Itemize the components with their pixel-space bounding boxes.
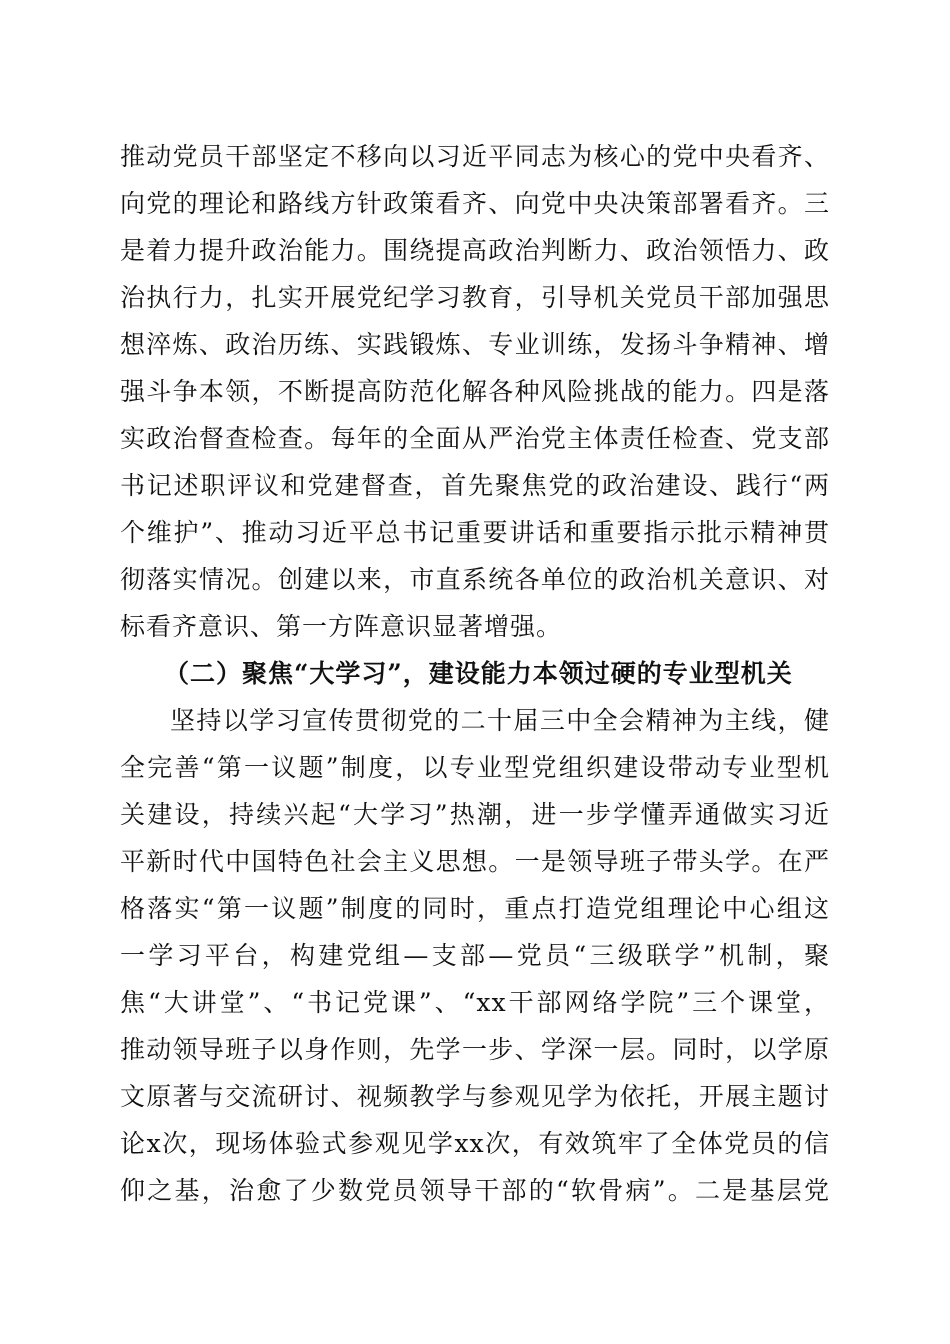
paragraph2-line-5: 格落实“第一议题”制度的同时，重点打造党组理论中心组这 xyxy=(120,894,830,923)
paragraph-line-1: 推动党员干部坚定不移向以习近平同志为核心的党中央看齐、 xyxy=(120,142,830,171)
paragraph-line-6: 强斗争本领，不断提高防范化解各种风险挑战的能力。四是落 xyxy=(120,377,830,406)
paragraph-line-5: 想淬炼、政治历练、实践锻炼、专业训练，发扬斗争精神、增 xyxy=(120,330,830,359)
paragraph2-line-4: 平新时代中国特色社会主义思想。一是领导班子带头学。在严 xyxy=(120,847,830,876)
paragraph-line-10: 彻落实情况。创建以来，市直系统各单位的政治机关意识、对 xyxy=(120,565,830,594)
paragraph-line-8: 书记述职评议和党建督查，首先聚焦党的政治建设、践行“两 xyxy=(120,471,830,500)
paragraph-line-9: 个维护”、推动习近平总书记重要讲话和重要指示批示精神贯 xyxy=(120,518,830,547)
paragraph-line-4: 治执行力，扎实开展党纪学习教育，引导机关党员干部加强思 xyxy=(120,283,830,312)
paragraph-line-2: 向党的理论和路线方针政策看齐、向党中央决策部署看齐。三 xyxy=(120,189,830,218)
document-body xyxy=(120,140,830,1210)
paragraph2-line-7: 焦“大讲堂”、“书记党课”、“xx干部网络学院”三个课堂， xyxy=(120,988,830,1017)
paragraph2-line-10: 论x次，现场体验式参观见学xx次，有效筑牢了全体党员的信 xyxy=(120,1129,830,1158)
paragraph2-line-3: 关建设，持续兴起“大学习”热潮，进一步学懂弄通做实习近 xyxy=(120,800,830,829)
paragraph-line-11: 标看齐意识、第一方阵意识显著增强。 xyxy=(120,612,563,641)
paragraph-line-3: 是着力提升政治能力。围绕提高政治判断力、政治领悟力、政 xyxy=(120,236,830,265)
paragraph2-line-8: 推动领导班子以身作则，先学一步、学深一层。同时，以学原 xyxy=(120,1035,830,1064)
paragraph2-line-9: 文原著与交流研讨、视频教学与参观见学为依托，开展主题讨 xyxy=(120,1082,830,1111)
paragraph2-line-1: 坚持以学习宣传贯彻党的二十届三中全会精神为主线，健 xyxy=(170,706,830,735)
paragraph2-line-2: 全完善“第一议题”制度，以专业型党组织建设带动专业型机 xyxy=(120,753,830,782)
section-heading: （二）聚焦“大学习”，建设能力本领过硬的专业型机关 xyxy=(164,659,793,688)
paragraph2-line-6: 一学习平台，构建党组—支部—党员“三级联学”机制，聚 xyxy=(120,941,830,970)
paragraph-line-7: 实政治督查检查。每年的全面从严治党主体责任检查、党支部 xyxy=(120,424,830,453)
paragraph2-line-11: 仰之基，治愈了少数党员领导干部的“软骨病”。二是基层党 xyxy=(120,1176,830,1205)
